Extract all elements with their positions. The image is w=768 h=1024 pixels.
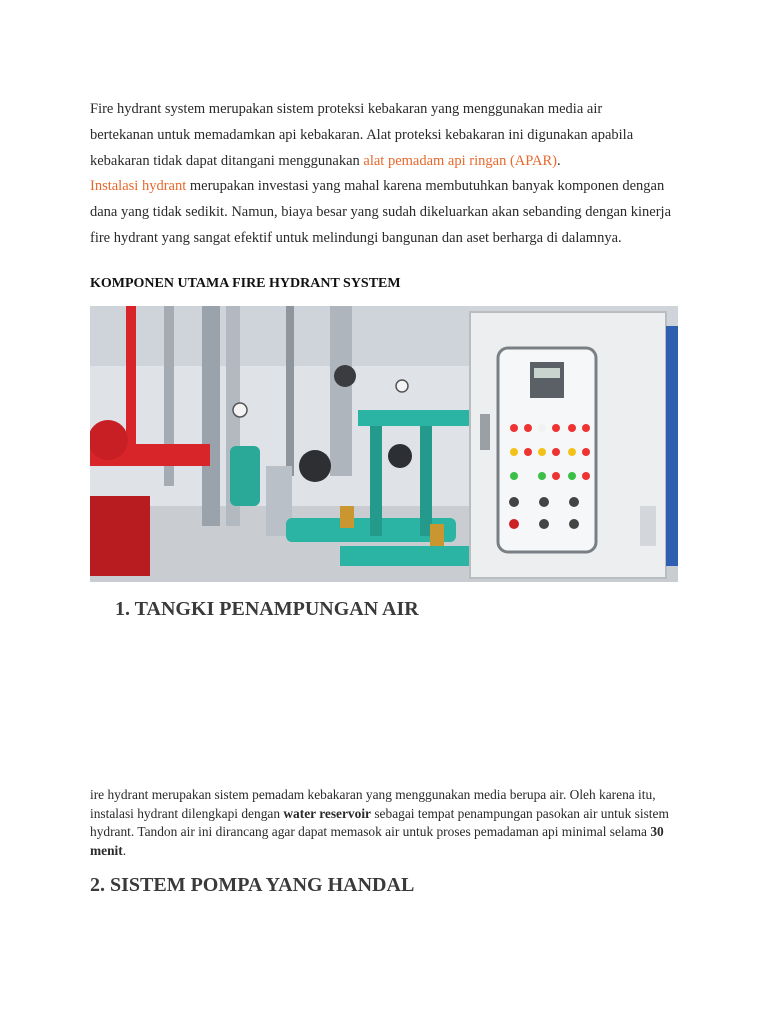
intro-line-3-end: . [556,152,561,169]
section-1-text [90,786,690,860]
section-1-text-end: . [122,842,127,858]
components-subheading: KOMPONEN UTAMA FIRE HYDRANT SYSTEM [90,276,401,291]
section-1-paragraph [90,786,690,860]
section-2-heading: 2. SISTEM POMPA YANG HANDAL [90,874,415,896]
section-1-heading: 1. TANGKI PENAMPUNGAN AIR [115,598,419,620]
section-1-text-pre: ire hydrant merupakan sistem pemadam kebakaran yang menggunakan media berupa air. Oleh karena itu, instalasi hydrant dilengkapi dengan [90,787,656,821]
intro-paragraph-2 [90,174,680,251]
fire-hydrant-pump-room-image [90,306,678,582]
intro-paragraph-2-text: merupakan investasi yang mahal karena membutuhkan banyak komponen dengan dana yang tidak sedikit. Namun, biaya besar yang sudah dikeluarkan akan sebanding dengan kinerja fire hydrant yang sangat efektif untuk melindungi bangunan dan aset berharga di dalamnya. [90,178,672,246]
intro-line-2: bertekanan untuk memadamkan api kebakaran. Alat proteksi kebakaran ini digunakan apabila [90,126,634,143]
water-reservoir-term: water reservoir [283,805,371,821]
intro-line-1: Fire hydrant system merupakan sistem proteksi kebakaran yang menggunakan media air [90,101,603,117]
section-1-text-mid: sebagai tempat penampungan pasokan air untuk sistem hydrant. Tandon air ini dirancang agar dapat memasok air untuk proses pemadaman api minimal selama [90,805,669,840]
intro-line-3 [90,149,680,175]
duration-term: 30 menit [90,824,664,858]
intro-line-3-text: kebakaran tidak dapat ditangani menggunakan [90,152,364,169]
intro-paragraph [90,97,680,252]
apar-link[interactable]: alat pemadam api ringan (APAR) [363,152,557,169]
instalasi-hydrant-link[interactable]: Instalasi hydrant [90,178,187,195]
